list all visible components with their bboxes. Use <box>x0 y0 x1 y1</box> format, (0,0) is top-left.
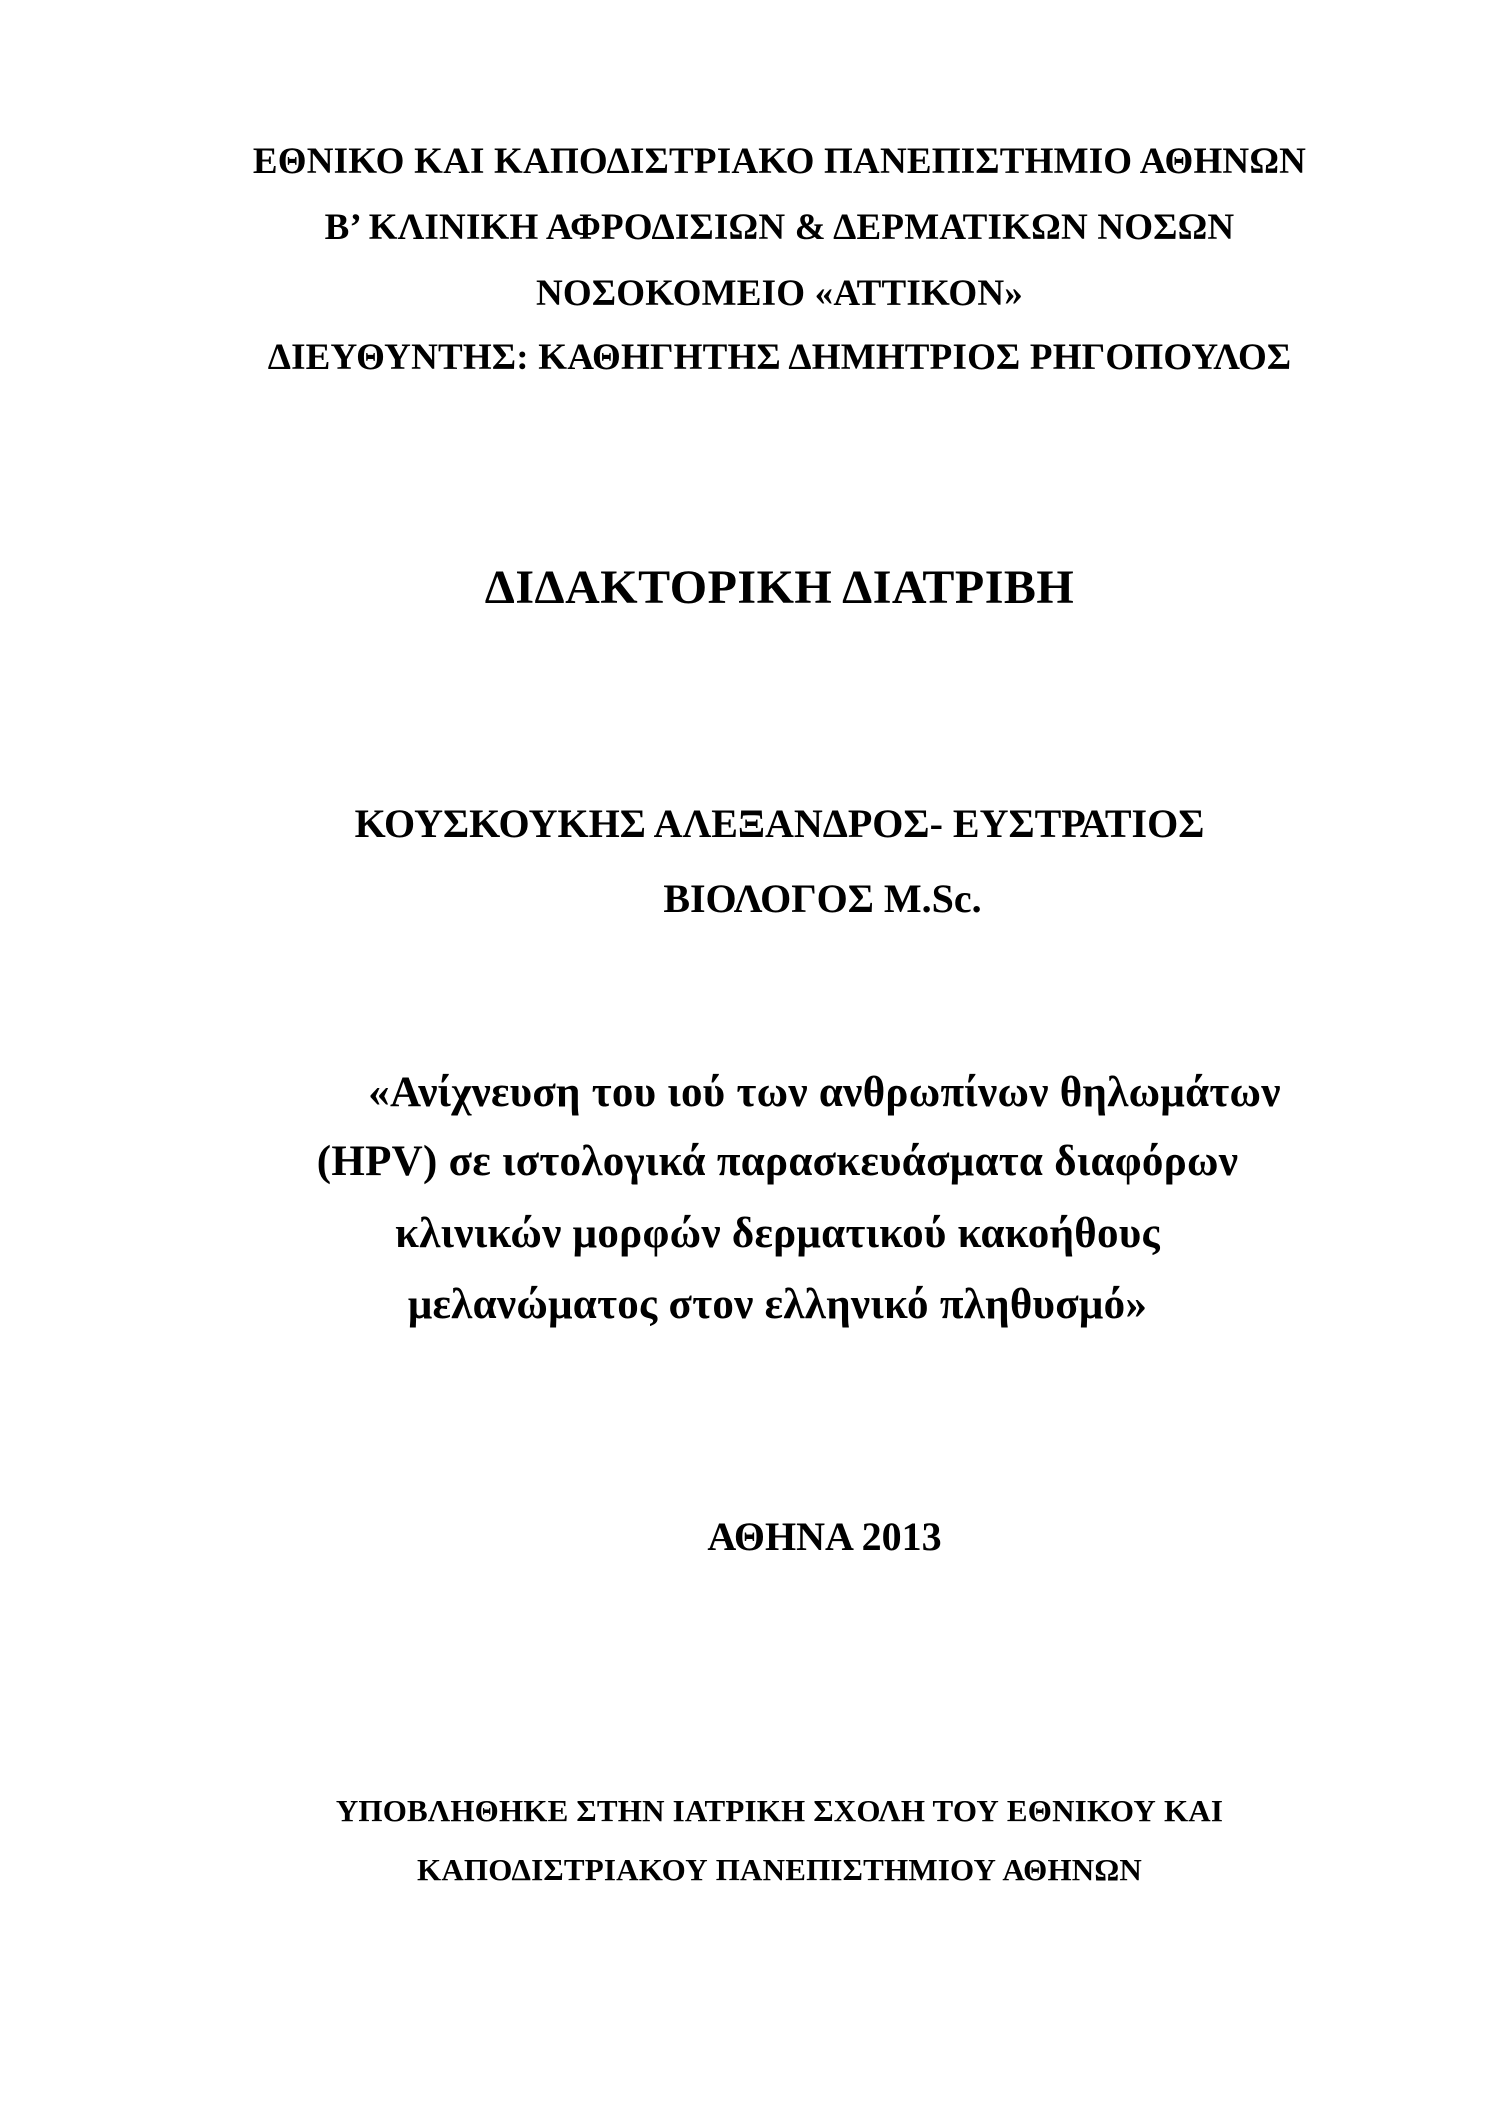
place-year: ΑΘΗΝΑ 2013 <box>707 1514 942 1559</box>
document-type: ΔΙΔΑΚΤΟΡΙΚΗ ΔΙΑΤΡΙΒΗ <box>484 561 1075 614</box>
thesis-title-line-2: (HPV) σε ιστολογικά παρασκευάσματα διαφόρων <box>316 1138 1239 1185</box>
hospital-name: ΝΟΣΟΚΟΜΕΙΟ «ΑΤΤΙΚΟΝ» <box>535 273 1024 314</box>
thesis-title-line-3: κλινικών μορφών δερματικού κακοήθους <box>395 1210 1160 1257</box>
director-line: ΔΙΕΥΘΥΝΤΗΣ: ΚΑΘΗΓΗΤΗΣ ΔΗΜΗΤΡΙΟΣ ΡΗΓΟΠΟΥΛΟΣ <box>267 337 1292 378</box>
submission-line-1: ΥΠΟΒΛΗΘΗΚΕ ΣΤΗΝ ΙΑΤΡΙΚΗ ΣΧΟΛΗ ΤΟΥ ΕΘΝΙΚΟΥ ΚΑΙ <box>335 1793 1224 1828</box>
submission-line-2: ΚΑΠΟΔΙΣΤΡΙΑΚΟΥ ΠΑΝΕΠΙΣΤΗΜΙΟΥ ΑΘΗΝΩΝ <box>417 1852 1142 1887</box>
author-degree: ΒΙΟΛΟΓΟΣ M.Sc. <box>663 876 982 921</box>
university-name: ΕΘΝΙΚΟ ΚΑΙ ΚΑΠΟΔΙΣΤΡΙΑΚΟ ΠΑΝΕΠΙΣΤΗΜΙΟ ΑΘΗΝΩΝ <box>252 141 1307 182</box>
thesis-title-line-4: μελανώματος στον ελληνικό πληθυσμό» <box>407 1281 1148 1328</box>
author-name: ΚΟΥΣΚΟΥΚΗΣ ΑΛΕΞΑΝΔΡΟΣ- ΕΥΣΤΡΑΤΙΟΣ <box>354 801 1205 846</box>
clinic-name: Β’ ΚΛΙΝΙΚΗ ΑΦΡΟΔΙΣΙΩΝ & ΔΕΡΜΑΤΙΚΩΝ ΝΟΣΩΝ <box>324 207 1235 248</box>
thesis-title-line-1: «Ανίχνευση του ιού των ανθρωπίνων θηλωμάτων <box>368 1069 1281 1116</box>
